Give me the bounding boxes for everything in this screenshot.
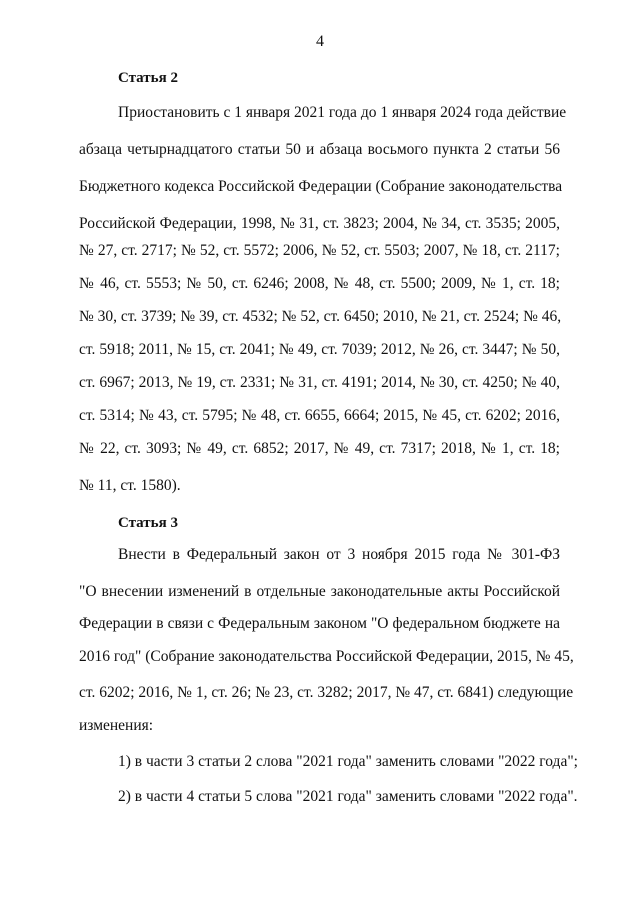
article-2-line: № 22, ст. 3093; № 49, ст. 6852; 2017, № 49, ст. 7317; 2018, № 1, ст. 18; xyxy=(79,440,560,457)
article-2-line: № 11, ст. 1580). xyxy=(79,477,181,494)
article-3-amendment-item: 1) в части 3 статьи 2 слова "2021 года" заменить словами "2022 года"; xyxy=(118,753,578,770)
article-2-line: Российской Федерации, 1998, № 31, ст. 3823; 2004, № 34, ст. 3535; 2005, xyxy=(79,215,560,232)
article-2-line: № 30, ст. 3739; № 39, ст. 4532; № 52, ст. 6450; 2010, № 21, ст. 2524; № 46, xyxy=(79,308,562,325)
article-2-heading: Статья 2 xyxy=(118,70,178,86)
article-3-heading: Статья 3 xyxy=(118,515,178,531)
article-3-amendment-item: 2) в части 4 статьи 5 слова "2021 года" заменить словами "2022 года". xyxy=(118,788,578,805)
page-number: 4 xyxy=(316,33,324,50)
article-2-line: Бюджетного кодекса Российской Федерации (Собрание законодательства xyxy=(79,178,563,195)
article-2-line: № 27, ст. 2717; № 52, ст. 5572; 2006, № 52, ст. 5503; 2007, № 18, ст. 2117; xyxy=(79,242,560,259)
article-3-line: изменения: xyxy=(79,717,154,734)
article-2-line: Приостановить с 1 января 2021 года до 1 января 2024 года действие xyxy=(118,104,567,121)
article-2-line: абзаца четырнадцатого статьи 50 и абзаца восьмого пункта 2 статьи 56 xyxy=(79,141,560,158)
article-2-line: ст. 5918; 2011, № 15, ст. 2041; № 49, ст. 7039; 2012, № 26, ст. 3447; № 50, xyxy=(79,341,560,358)
article-2-line: № 46, ст. 5553; № 50, ст. 6246; 2008, № 48, ст. 5500; 2009, № 1, ст. 18; xyxy=(79,275,560,292)
article-3-line: "О внесении изменений в отдельные законодательные акты Российской xyxy=(79,583,560,600)
article-2-line: ст. 5314; № 43, ст. 5795; № 48, ст. 6655, 6664; 2015, № 45, ст. 6202; 2016, xyxy=(79,407,560,424)
article-2-line: ст. 6967; 2013, № 19, ст. 2331; № 31, ст. 4191; 2014, № 30, ст. 4250; № 40, xyxy=(79,374,560,391)
article-3-line: Федерации в связи с Федеральным законом "О федеральном бюджете на xyxy=(79,615,560,632)
article-3-line: 2016 год" (Собрание законодательства Российской Федерации, 2015, № 45, xyxy=(79,648,574,665)
article-3-line: ст. 6202; 2016, № 1, ст. 26; № 23, ст. 3282; 2017, № 47, ст. 6841) следующие xyxy=(79,684,574,701)
article-3-line: Внести в Федеральный закон от 3 ноября 2015 года № 301-ФЗ xyxy=(118,546,560,563)
